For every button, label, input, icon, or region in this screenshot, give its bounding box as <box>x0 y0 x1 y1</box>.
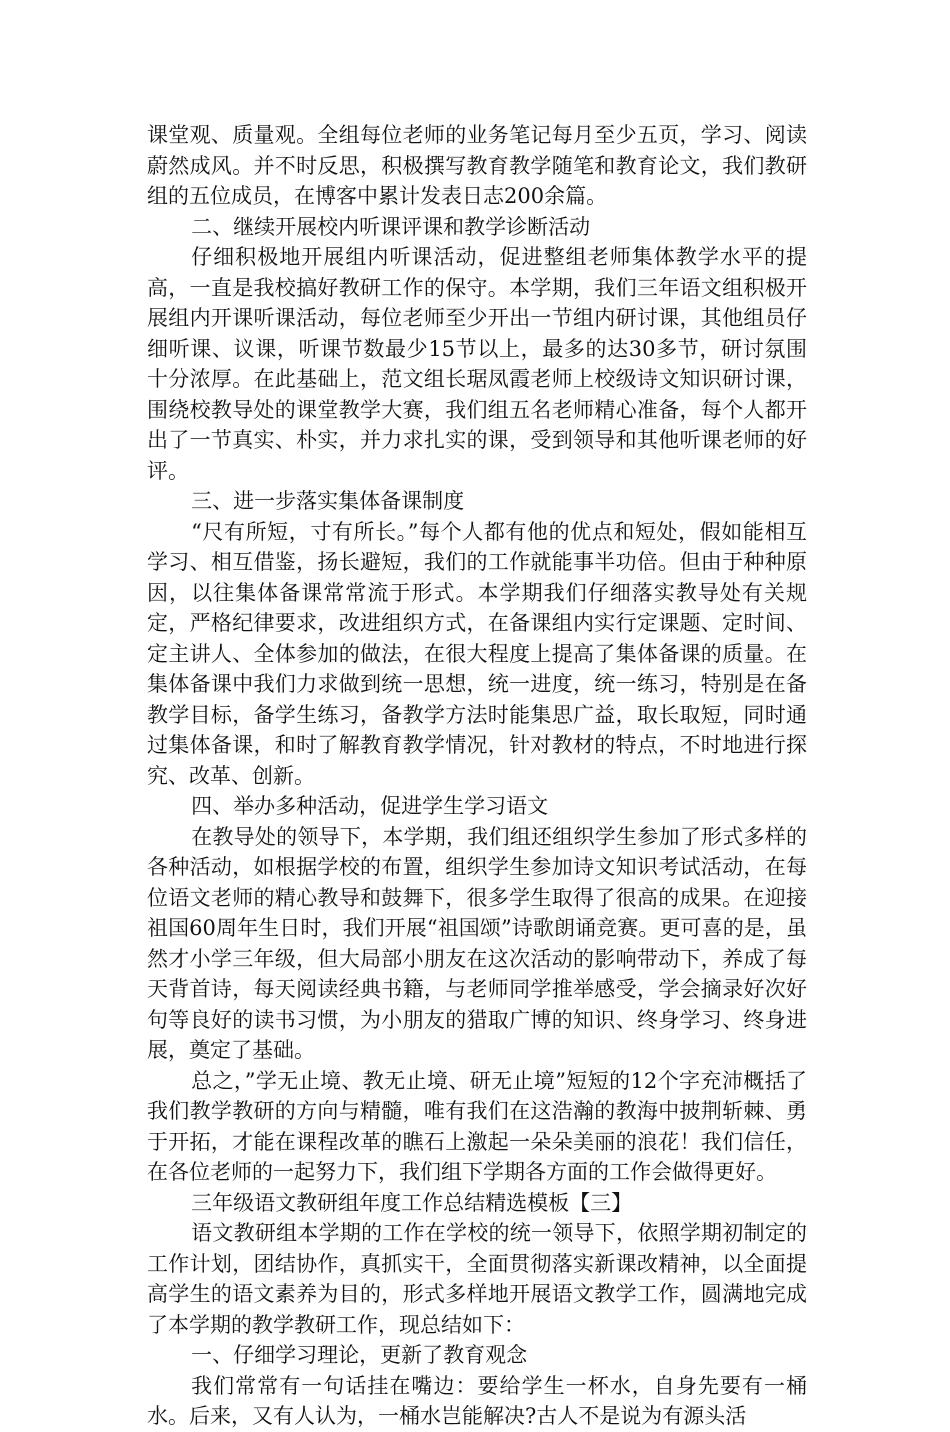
paragraph-conclusion: 总之，”学无止境、教无止境、研无止境”短短的12个字充沛概括了我们教学教研的方向与精髓，唯有我们在这浩瀚的教海中披荆斩棘、勇于开拓，才能在课程改革的瞧石上激起一朵朵美丽的浪花！我们信任，在各位老师的一起努力下，我们组下学期各方面的工作会做得更好。 <box>147 1068 807 1184</box>
paragraph-template-intro: 语文教研组本学期的工作在学校的统一领导下，依照学期初制定的工作计划，团结协作，真抓实干，全面贯彻落实新课改精神，以全面提高学生的语文素养为目的，形式多样地开展语文教学工作，圆满地完成了本学期的教学教研工作，现总结如下： <box>147 1221 807 1337</box>
paragraph-intro-continuation: 课堂观、质量观。全组每位老师的业务笔记每月至少五页，学习、阅读蔚然成风。并不时反思，积极撰写教育教学随笔和教育论文，我们教研组的五位成员，在博客中累计发表日志200余篇。 <box>147 123 807 208</box>
template-title-three: 三年级语文教研组年度工作总结精选模板【三】 <box>191 1190 633 1215</box>
section-heading-4: 四、举办多种活动，促进学生学习语文 <box>191 794 549 818</box>
section-heading-3: 三、进一步落实集体备课制度 <box>191 489 465 513</box>
paragraph-student-activities: 在教导处的领导下，本学期，我们组还组织学生参加了形式多样的各种活动，如根据学校的布置，组织学生参加诗文知识考试活动，在每位语文老师的精心教导和鼓舞下，很多学生取得了很高的成果。在迎接祖国60周年生日时，我们开展“祖国颂”诗歌朗诵竞赛。更可喜的是，虽然才小学三年级，但大局部小朋友在这次活动的影响带动下，养成了每天背首诗，每天阅读经典书籍，与老师同学推举感受，学会摘录好次好句等良好的读书习惯，为小朋友的猎取广博的知识、终身学习、终身进展，奠定了基础。 <box>147 824 807 1062</box>
paragraph-listening-activities: 仔细积极地开展组内听课活动，促进整组老师集体教学水平的提高，一直是我校搞好教研工作的保守。本学期，我们三年语文组积极开展组内开课听课活动，每位老师至少开出一节组内研讨课，其他组员仔细听课、议课，听课节数最少15节以上，最多的达30多节，研讨氛围十分浓厚。在此基础上，范文组长琚凤霞老师上校级诗文知识研讨课，围绕校教导处的课堂教学大赛，我们组五名老师精心准备，每个人都开出了一节真实、朴实，并力求扎实的课，受到领导和其他听课老师的好评。 <box>147 245 807 483</box>
section-heading-1-theory: 一、仔细学习理论，更新了教育观念 <box>191 1343 528 1367</box>
section-heading-2: 二、继续开展校内听课评课和教学诊断活动 <box>191 214 591 239</box>
paragraph-theory-study: 我们常常有一句话挂在嘴边：要给学生一杯水，自身先要有一桶水。后来，又有人认为，一桶水岂能解决?古人不是说为有源头活 <box>147 1373 807 1428</box>
paragraph-collective-lesson-prep: “尺有所短，寸有所长。”每个人都有他的优点和短处，假如能相互学习、相互借鉴，扬长避短，我们的工作就能事半功倍。但由于种种原因，以往集体备课常常流于形式。本学期我们仔细落实教导处有关规定，严格纪律要求，改进组织方式，在备课组内实行定课题、定时间、定主讲人、全体参加的做法，在很大程度上提高了集体备课的质量。在集体备课中我们力求做到统一思想，统一进度，统一练习，特别是在备教学目标，备学生练习，备教学方法时能集思广益，取长取短，同时通过集体备课，和时了解教育教学情况，针对教材的特点，不时地进行探究、改革、创新。 <box>147 519 807 788</box>
document-page <box>147 120 807 1432</box>
